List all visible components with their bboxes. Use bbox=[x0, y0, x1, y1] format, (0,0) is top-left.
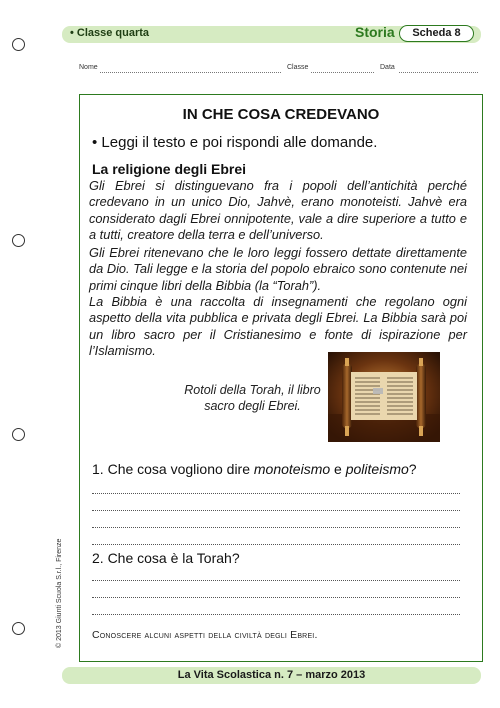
copyright-notice: © 2013 Giunti Scuola S.r.l., Firenze bbox=[56, 538, 63, 648]
class-field-line[interactable] bbox=[311, 72, 374, 73]
answer-line-2a[interactable] bbox=[92, 580, 460, 581]
question-1-term-polytheism: politeismo bbox=[345, 461, 409, 477]
binder-hole-4 bbox=[12, 622, 25, 635]
answer-line-2b[interactable] bbox=[92, 597, 460, 598]
binder-hole-2 bbox=[12, 234, 25, 247]
answer-line-2c[interactable] bbox=[92, 614, 460, 615]
question-1-joiner: e bbox=[330, 461, 346, 477]
question-1-suffix: ? bbox=[408, 461, 417, 477]
name-field-label: Nome bbox=[79, 64, 98, 71]
answer-line-1a[interactable] bbox=[92, 493, 460, 494]
section-subtitle: La religione degli Ebrei bbox=[92, 161, 247, 177]
instruction-text: • Leggi il testo e poi rispondi alle domande. bbox=[92, 134, 378, 151]
paragraph-bible: La Bibbia è una raccolta di insegnamenti che regolano ogni aspetto della vita pubblica e privata degli Ebrei. La Bibbia sarà poi un libro sacro per il Cristianesimo e fonte di ispirazione per l’Islamismo. bbox=[89, 294, 467, 358]
question-1-term-monotheism: monoteismo bbox=[253, 461, 331, 477]
name-field-line[interactable] bbox=[100, 72, 281, 73]
page-title: IN CHE COSA CREDEVANO bbox=[182, 106, 380, 123]
binder-hole-3 bbox=[12, 428, 25, 441]
sheet-number-badge: Scheda 8 bbox=[399, 25, 474, 42]
subject-title: Storia bbox=[355, 24, 395, 40]
answer-line-1c[interactable] bbox=[92, 527, 460, 528]
question-1 bbox=[92, 461, 417, 477]
class-level-label: • Classe quarta bbox=[70, 27, 150, 39]
photo-caption: Rotoli della Torah, il libro sacro degli Ebrei. bbox=[184, 383, 321, 413]
question-1-prefix: Che cosa vogliono dire bbox=[103, 461, 254, 477]
binder-hole-1 bbox=[12, 38, 25, 51]
publication-footer: La Vita Scolastica n. 7 – marzo 2013 bbox=[177, 669, 366, 681]
answer-line-1d[interactable] bbox=[92, 544, 460, 545]
paragraph-monotheism: Gli Ebrei si distinguevano fra i popoli dell’antichità perché credevano in un unico Dio, Jahvè, erano monoteisti. Jahvè era considerato dagli Ebrei onnipotente, vale a dire superiore a tutto e a tutti, creatore della terra e dell’universo. bbox=[89, 178, 467, 242]
question-1-number: 1. bbox=[92, 461, 104, 477]
class-field-label: Classe bbox=[287, 64, 309, 71]
answer-line-1b[interactable] bbox=[92, 510, 460, 511]
date-field-label: Data bbox=[380, 64, 395, 71]
learning-objective: Conoscere alcuni aspetti della civiltà degli Ebrei. bbox=[92, 629, 318, 641]
question-2: 2. Che cosa è la Torah? bbox=[92, 550, 240, 566]
paragraph-laws: Gli Ebrei ritenevano che le loro leggi fossero dettate direttamente da Dio. Tali legge e la storia del popolo ebraico sono contenute nei primi cinque libri della Bibbia (la “Torah”). bbox=[89, 245, 467, 293]
torah-scroll-photo bbox=[328, 352, 440, 442]
date-field-line[interactable] bbox=[399, 72, 478, 73]
